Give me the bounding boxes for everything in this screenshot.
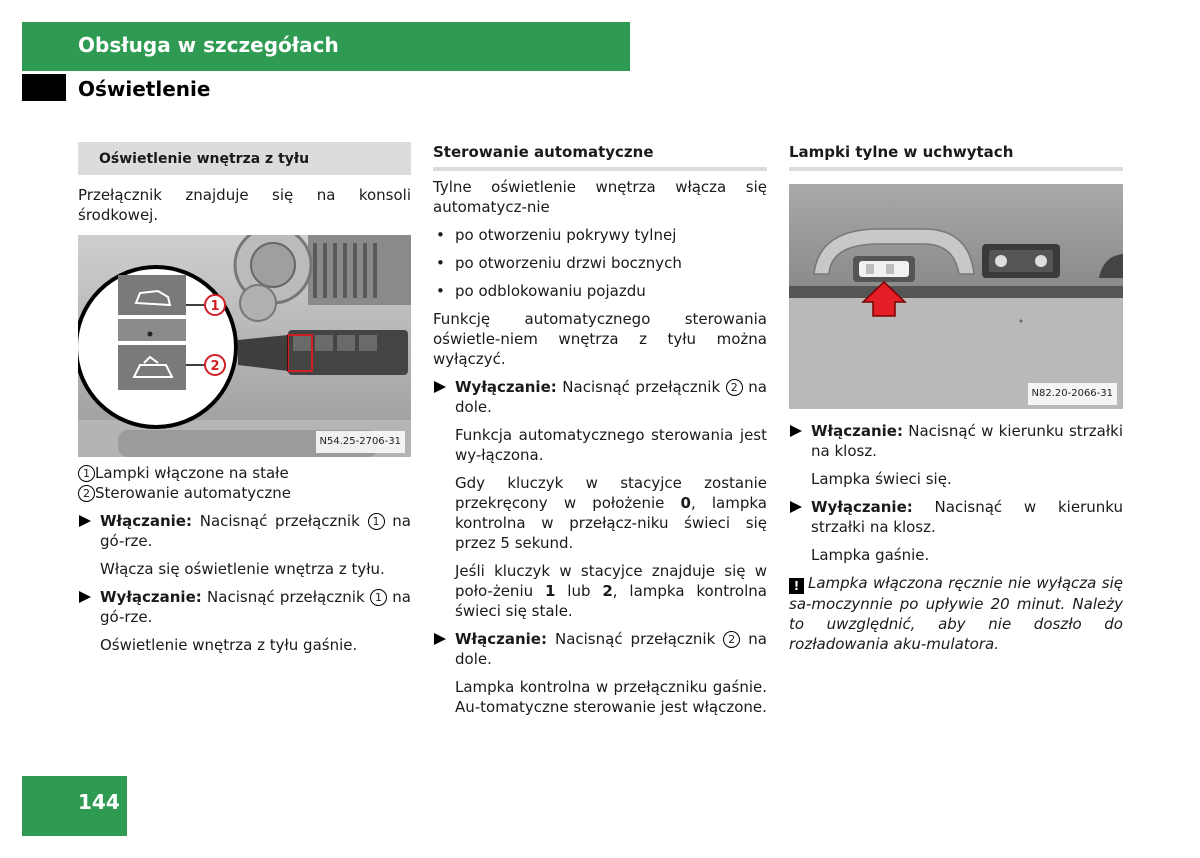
section-heading: Oświetlenie wnętrza z tyłu [78,142,411,175]
step-arrow-icon [434,381,446,393]
step-arrow-icon [434,633,446,645]
intro-text: Tylne oświetlenie wnętrza włącza się automatycz-nie [433,178,767,216]
warning-icon: ! [789,578,804,594]
console-switch-illustration [78,235,411,457]
step-arrow-icon [79,515,91,527]
step-result: Lampka świeci się. [811,470,952,488]
step-switch-off: Wyłączanie: Nacisnąć przełącznik 2 na dole. [433,377,767,417]
step-result: Gdy kluczyk w stacyjce zostanie przekręcony w położenie 0, lampka kontrolna w przełącz-niku świeci się przez 5 sekund. [455,474,767,552]
step-switch-on: Włączanie: Nacisnąć przełącznik 2 na dole. [433,629,767,669]
step-arrow-icon [79,591,91,603]
step-switch-off: Wyłączanie: Nacisnąć przełącznik 1 na gó-rze. [78,587,411,627]
chapter-title: Obsługa w szczegółach [78,33,339,57]
legend [78,463,411,503]
legend-item: 2 Sterowanie automatyczne [78,483,411,503]
column-automatic-control [433,142,767,717]
list-item: • po otworzeniu drzwi bocznych [433,253,767,273]
list-item: • po otworzeniu pokrywy tylnej [433,225,767,245]
section-heading: Sterowanie automatyczne [433,142,767,171]
step-switch-off: Wyłączanie: Nacisnąć w kierunku strzałki na klosz. [789,497,1123,537]
legend-item: 1 Lampki włączone na stałe [78,463,411,483]
intro-text: Przełącznik znajduje się na konsoli środkowej. [78,186,411,224]
column-rear-interior-light [78,142,411,655]
step-result: Funkcja automatycznego sterowania jest wy-łączona. [455,426,767,464]
console-switch-figure [78,235,411,457]
step-arrow-icon [790,425,802,437]
step-result: Lampka kontrolna w przełączniku gaśnie. Au-tomatyczne sterowanie jest włączone. [455,678,767,716]
svg-text:1: 1 [210,299,220,314]
section-title: Oświetlenie [78,77,211,101]
handle-lamp-figure [789,184,1123,409]
step-result: Włącza się oświetlenie wnętrza z tyłu. [100,560,385,578]
body-text: Funkcję automatycznego sterowania oświetle-niem wnętrza z tyłu można wyłączyć. [433,310,767,368]
figure-code: N54.25-2706-31 [316,431,406,453]
step-result: Lampka gaśnie. [811,546,930,564]
step-switch-on: Włączanie: Nacisnąć przełącznik 1 na gó-rze. [78,511,411,551]
figure-code: N82.20-2066-31 [1028,383,1118,405]
column-handle-lamps [789,142,1123,654]
list-item: • po odblokowaniu pojazdu [433,281,767,301]
step-result: Jeśli kluczyk w stacyjce znajduje się w poło-żeniu 1 lub 2, lampka kontrolna świeci się stale. [455,562,767,620]
page-number: 144 [78,790,120,814]
warning-note: ! Lampka włączona ręcznie nie wyłącza się sa-moczynnie po upływie 20 minut. Należy to uwzględnić, aby nie doszło do rozładowania aku-mulatora. [789,574,1123,653]
step-arrow-icon [790,501,802,513]
svg-text:2: 2 [210,359,220,374]
section-marker [22,74,66,101]
step-switch-on: Włączanie: Nacisnąć w kierunku strzałki na klosz. [789,421,1123,461]
section-heading: Lampki tylne w uchwytach [789,142,1123,171]
handle-lamp-photo [789,184,1123,409]
step-result: Oświetlenie wnętrza z tyłu gaśnie. [100,636,358,654]
